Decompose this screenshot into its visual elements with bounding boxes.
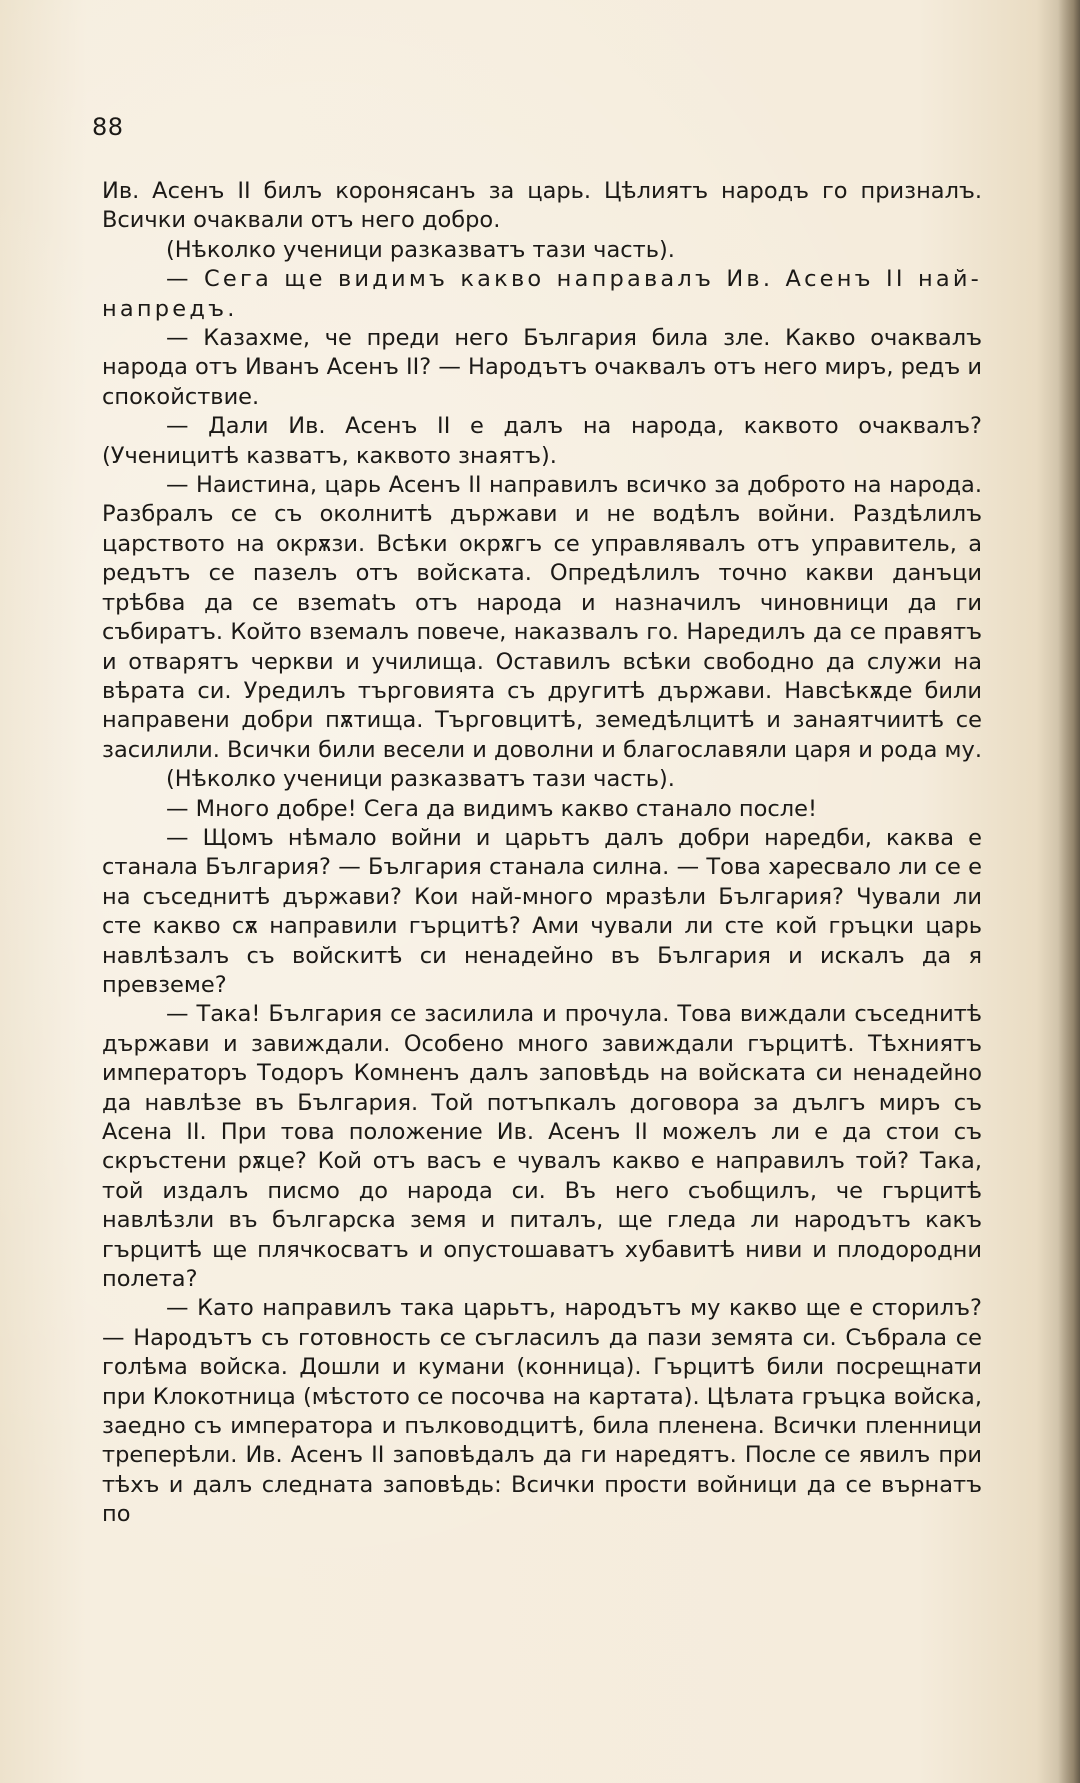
page-edge-shadow	[1058, 0, 1080, 1783]
paragraph: — Много добре! Сега да видимъ какво станало после!	[166, 795, 817, 822]
paragraph: — Дали Ив. Асенъ II е далъ на народа, каквото очаквалъ? (Ученицитѣ казватъ, каквото знаятъ).	[102, 413, 982, 469]
paragraph: — Така! България се засилила и прочула. Това виждали съседнитѣ държави и завиждали. Особено много завиждали гърцитѣ. Тѣхниятъ императоръ Тодоръ Комненъ далъ заповѣдь на войската си ненадейно да навлѣзе въ България. Той потъпкалъ договора за дългъ миръ съ Асена II. При това положение Ив. Асенъ II можелъ ли е да стои съ скръстени рѫце? Кой отъ васъ е чувалъ какво е направилъ той? Така, той издалъ писмо до народа си. Въ него съобщилъ, че гърцитѣ навлѣзли въ българска земя и питалъ, ще гледа ли народътъ какъ гърцитѣ ще плячкосватъ и опустошаватъ хубавитѣ ниви и плодородни полета?	[102, 1001, 982, 1293]
paragraph: — Като направилъ така царьтъ, народътъ му какво ще е сторилъ? — Народътъ съ готовность се съгласилъ да пази земята си. Събрала се голѣма войска. Дошли и кумани (конница). Гърцитѣ били посрещнати при Клокотница (мѣстото се посочва на картата). Цѣлата гръцка войска, заедно съ императора и пълководцитѣ, била пленена. Всички пленници треперѣли. Ив. Асенъ II заповѣдалъ да ги наредятъ. После се явилъ при тѣхъ и далъ следната заповѣдь: Всички прости войници да се върнатъ по	[102, 1295, 982, 1528]
paragraph: — Сега ще видимъ какво направалъ Ив. Асенъ II най-напредъ.	[102, 266, 982, 322]
body-text	[102, 177, 982, 1530]
paragraph: — Казахме, че преди него България била зле. Какво очаквалъ народа отъ Иванъ Асенъ II? — Народътъ очаквалъ отъ него миръ, редъ и спокойствие.	[102, 325, 982, 410]
paragraph: — Наистина, царь Асенъ II направилъ всичко за доброто на народа. Разбралъ се съ околнитѣ държави и не водѣлъ войни. Раздѣлилъ царството на окрѫзи. Всѣки окрѫгъ се управлявалъ отъ управитель, а редътъ се пазелъ отъ войската. Опредѣлилъ точно какви данъци трѣбва да се взematъ отъ народа и назначилъ чиновници да ги събиратъ. Който вземалъ повече, наказвалъ го. Наредилъ да се правятъ и отварятъ черкви и училища. Оставилъ всѣки свободно да служи на вѣрата си. Уредилъ търговията съ другитѣ държави. Навсѣкѫде били направени добри пѫтища. Търговцитѣ, земедѣлцитѣ и занаятчиитѣ се засилили. Всички били весели и доволни и благославяли царя и рода му.	[102, 472, 982, 763]
paragraph: — Щомъ нѣмало войни и царьтъ далъ добри наредби, каква е станала България? — България станала силна. — Това харесвало ли се е на съседнитѣ държави? Кои най-много мразѣли България? Чували ли сте какво сѫ направили гърцитѣ? Ами чували ли сте кой гръцки царь навлѣзалъ съ войскитѣ си ненадейно въ България и искалъ да я превземе?	[102, 824, 982, 998]
paragraph: (Нѣколко ученици разказватъ тази часть).	[166, 236, 675, 263]
page-number: 88	[92, 113, 124, 141]
paragraph: Ив. Асенъ II билъ коронясанъ за царь. Цѣлиятъ народъ го призналъ. Всички очаквали отъ него добро.	[102, 178, 982, 234]
paragraph: (Нѣколко ученици разказватъ тази часть).	[166, 766, 675, 793]
